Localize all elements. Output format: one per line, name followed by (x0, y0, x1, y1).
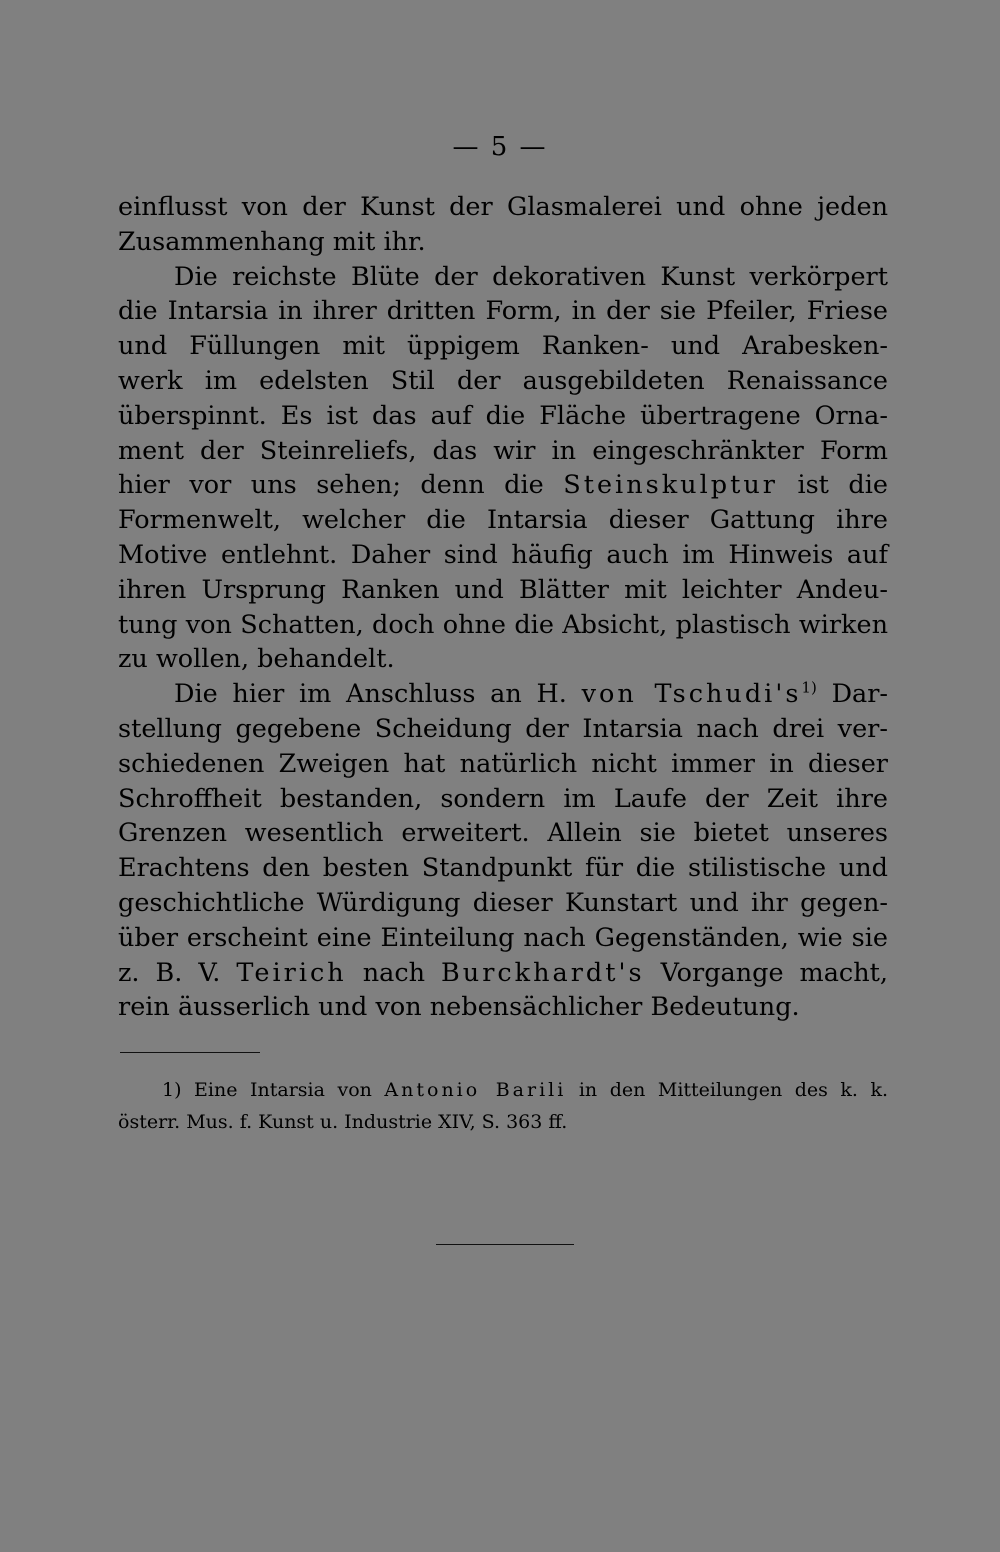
text-line (118, 677, 888, 712)
spaced-term: Steinskulptur (563, 470, 778, 501)
page-number: — 5 — (452, 132, 548, 162)
text-line: stellung gegebene Scheidung der Intarsia nach drei ver- (118, 713, 888, 744)
text-line (118, 468, 888, 503)
text-line: einflusst von der Kunst der Glasmalerei und ohne jeden (118, 192, 888, 222)
footnote (118, 1074, 888, 1138)
spaced-name: Teirich (236, 957, 347, 988)
text-segment: z. B. V. (118, 957, 221, 988)
text-line: Schroffheit bestanden, sondern im Laufe der Zeit ihre (118, 783, 888, 814)
text-line: werk im edelsten Stil der ausgebildeten Renaissance (118, 365, 888, 396)
spaced-name: Burckhardt's (441, 957, 645, 988)
text-line: über erscheint eine Einteilung nach Gegenständen, wie sie (118, 922, 888, 953)
text-line: Motive entlehnt. Daher sind häufig auch im Hinweis auf (118, 539, 888, 570)
text-line: Erachtens den besten Standpunkt für die stilistische und (118, 853, 888, 884)
spaced-name: Antonio Barili (384, 1079, 567, 1101)
text-line: Formenwelt, welcher die Intarsia dieser Gattung ihre (118, 505, 888, 536)
text-line: Zusammenhang mit ihr. (118, 226, 426, 257)
text-segment: Die hier im Anschluss an H. (174, 679, 567, 710)
text-segment: Vorgange macht, (660, 957, 888, 988)
text-segment: Dar- (831, 679, 889, 710)
footnote-marker: 1) (162, 1079, 182, 1101)
spaced-name: von Tschudi's (581, 679, 802, 710)
text-segment: in den Mitteilungen des k. k. (578, 1079, 889, 1101)
footnote-line (118, 1074, 888, 1106)
text-segment: nach (362, 957, 426, 988)
footnote-divider (120, 1052, 260, 1053)
text-line: und Füllungen mit üppigem Ranken- und Arabesken- (118, 331, 888, 362)
text-line: geschichtliche Würdigung dieser Kunstart und ihr gegen- (118, 887, 888, 918)
text-line: schiedenen Zweigen hat natürlich nicht immer in dieser (118, 748, 888, 779)
text-segment: hier vor uns sehen; denn die (118, 470, 544, 501)
footnote-reference: 1) (801, 678, 817, 697)
body-text (118, 190, 888, 1025)
text-line: die Intarsia in ihrer dritten Form, in der sie Pfeiler, Friese (118, 296, 888, 327)
text-line: zu wollen, behandelt. (118, 644, 395, 675)
text-line: Die reichste Blüte der dekorativen Kunst verkörpert (174, 261, 888, 292)
end-rule (436, 1244, 574, 1245)
text-line: tung von Schatten, doch ohne die Absicht, plastisch wirken (118, 609, 888, 640)
text-segment: ist die (797, 470, 888, 501)
text-line: überspinnt. Es ist das auf die Fläche übertragene Orna- (118, 400, 888, 431)
text-line: ment der Steinreliefs, das wir in eingeschränkter Form (118, 435, 888, 466)
text-line (118, 956, 888, 991)
footnote-line: österr. Mus. f. Kunst u. Industrie XIV, S. 363 ff. (118, 1111, 568, 1133)
text-line: rein äusserlich und von nebensächlicher Bedeutung. (118, 992, 800, 1023)
text-line: Grenzen wesentlich erweitert. Allein sie bietet unseres (118, 818, 888, 849)
text-segment: Eine Intarsia von (194, 1079, 372, 1101)
text-line: ihren Ursprung Ranken und Blätter mit leichter Andeu- (118, 574, 888, 605)
